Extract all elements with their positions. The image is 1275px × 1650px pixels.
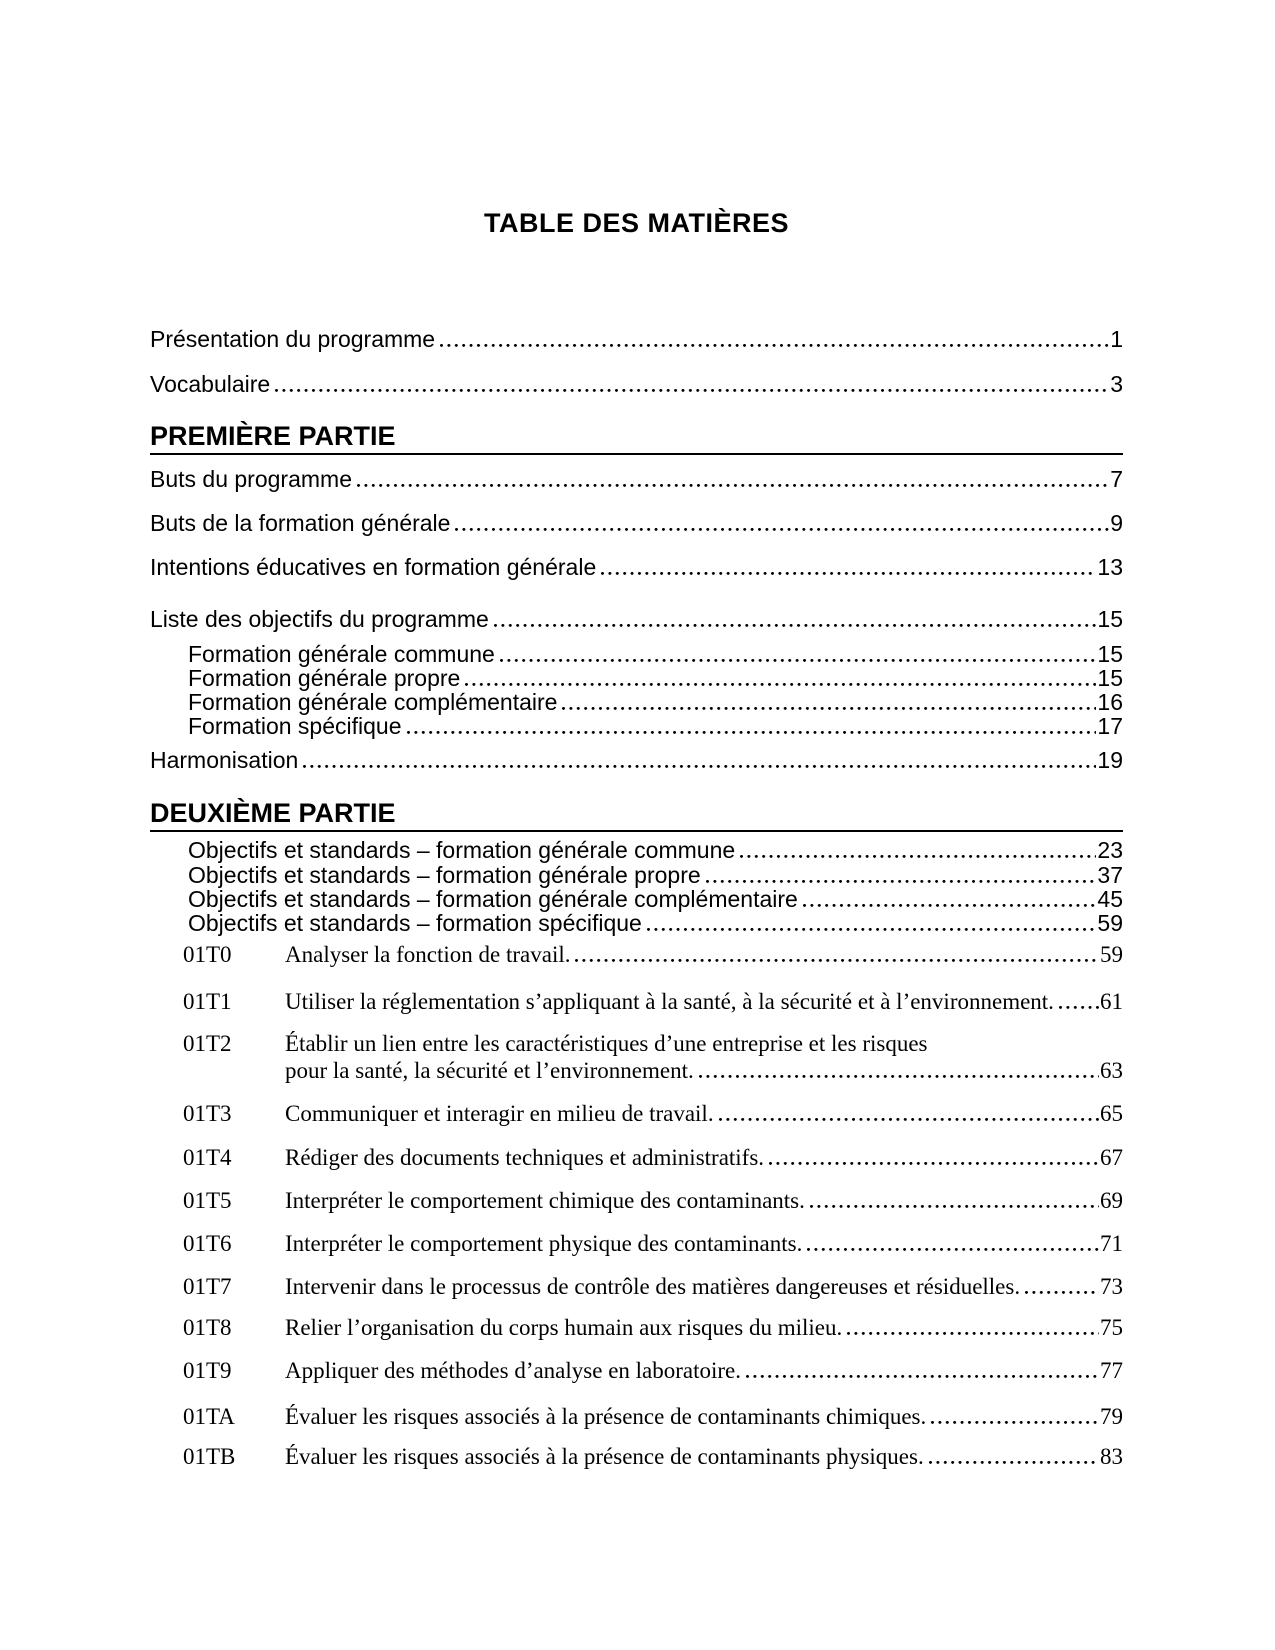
toc-entry-page: 15 [1097, 665, 1123, 691]
objective-label: Communiquer et interagir en milieu de travail. [285, 1101, 714, 1126]
toc-subentry [150, 911, 1123, 936]
section-heading-part2: DEUXIÈME PARTIE [150, 796, 1123, 832]
toc-entry-label: Formation générale propre [188, 665, 461, 691]
toc-entry-page: 16 [1097, 689, 1123, 715]
objective-entry [150, 1143, 1123, 1172]
objective-page: 69 [1100, 1188, 1123, 1213]
dot-leader [847, 1330, 1099, 1335]
toc-entry-label: Formation spécifique [188, 713, 402, 739]
objective-code: 01T4 [183, 1145, 232, 1170]
dot-leader [931, 1419, 1099, 1424]
dot-leader [807, 1246, 1099, 1251]
objective-page: 77 [1100, 1358, 1123, 1383]
toc-entry-label: Intentions éducatives en formation générale [150, 554, 597, 580]
toc-entry-page: 1 [1110, 326, 1123, 352]
objective-entry [150, 987, 1123, 1016]
dot-leader [719, 1116, 1099, 1121]
objective-label: Interpréter le comportement chimique des contaminants. [285, 1188, 805, 1213]
toc-entry-page: 15 [1097, 641, 1123, 667]
objective-page: 65 [1100, 1101, 1123, 1126]
toc-entry-page: 13 [1097, 554, 1123, 580]
section-heading-part1: PREMIÈRE PARTIE [150, 419, 1123, 455]
dot-leader [699, 1073, 1099, 1078]
toc-entry-label: Liste des objectifs du programme [150, 606, 489, 632]
objective-label: Évaluer les risques associés à la présence de contaminants physiques. [285, 1444, 924, 1469]
objective-code: 01T3 [183, 1101, 232, 1126]
objective-label: pour la santé, la sécurité et l’environnement. [285, 1058, 694, 1083]
toc-entry-label: Formation générale commune [188, 641, 495, 667]
toc-entry-page: 15 [1097, 606, 1123, 632]
dot-leader [601, 570, 1096, 575]
objective-label: Utiliser la réglementation s’appliquant à la santé, à la sécurité et à l’environnement. [285, 989, 1054, 1014]
dot-leader [455, 526, 1109, 531]
toc-entry [150, 370, 1123, 399]
toc-entry-page: 19 [1097, 747, 1123, 773]
objective-code: 01T6 [183, 1231, 232, 1256]
toc-entry-page: 45 [1097, 886, 1123, 912]
toc-subentry [150, 838, 1123, 863]
dot-leader [303, 763, 1096, 768]
toc-entry-page: 3 [1110, 371, 1123, 397]
toc-entry [150, 605, 1123, 634]
objective-code: 01T1 [183, 989, 232, 1014]
objective-entry [150, 1186, 1123, 1215]
objective-code: 01T7 [183, 1274, 232, 1299]
toc-entry-page: 7 [1110, 466, 1123, 492]
objective-label: Rédiger des documents techniques et administratifs. [285, 1145, 765, 1170]
objective-label: Analyser la fonction de travail. [285, 942, 571, 967]
objective-code: 01T5 [183, 1188, 232, 1213]
dot-leader [803, 902, 1097, 907]
objective-page: 79 [1100, 1404, 1123, 1429]
objective-page: 83 [1100, 1444, 1123, 1469]
objective-page: 67 [1100, 1145, 1123, 1170]
objective-label: Appliquer des méthodes d’analyse en laboratoire. [285, 1358, 742, 1383]
toc-entry-label: Objectifs et standards – formation générale propre [188, 862, 701, 888]
toc-entry-page: 9 [1110, 510, 1123, 536]
toc-subentry [150, 690, 1123, 715]
dot-leader [929, 1459, 1099, 1464]
dot-leader [440, 342, 1109, 347]
objective-label: Intervenir dans le processus de contrôle des matières dangereuses et résiduelles. [285, 1274, 1021, 1299]
objective-label: Interpréter le comportement physique des contaminants. [285, 1231, 803, 1256]
objective-code: 01TA [183, 1404, 235, 1429]
objective-entry [150, 1229, 1123, 1258]
dot-leader [575, 957, 1099, 962]
objective-label: Évaluer les risques associés à la présence de contaminants chimiques. [285, 1404, 927, 1429]
toc-entry-label: Buts de la formation générale [150, 510, 451, 536]
objective-code: 01T0 [183, 942, 232, 967]
dot-leader [494, 622, 1097, 627]
objective-entry [150, 1402, 1123, 1431]
objective-entry [150, 1272, 1123, 1301]
objective-code: 01T8 [183, 1315, 232, 1340]
toc-subentry [150, 666, 1123, 691]
objective-page: 73 [1100, 1274, 1123, 1299]
objective-entry [150, 1356, 1123, 1385]
objective-entry [150, 1029, 1123, 1058]
toc-entry-label: Harmonisation [150, 747, 299, 773]
toc-entry-label: Buts du programme [150, 466, 352, 492]
objective-entry [150, 940, 1123, 969]
toc-entry-label: Vocabulaire [150, 371, 271, 397]
objective-page: 59 [1100, 942, 1123, 967]
objective-page: 63 [1100, 1058, 1123, 1083]
dot-leader [746, 1373, 1099, 1378]
objective-page: 71 [1100, 1231, 1123, 1256]
objective-page: 75 [1100, 1315, 1123, 1340]
toc-subentry [150, 642, 1123, 667]
objective-code: 01T9 [183, 1358, 232, 1383]
toc-subentry [150, 887, 1123, 912]
toc-entry-label: Objectifs et standards – formation générale complémentaire [188, 886, 798, 912]
toc-entry-label: Objectifs et standards – formation générale commune [188, 837, 736, 863]
objective-code: 01T2 [183, 1031, 232, 1056]
toc-entry [150, 746, 1123, 775]
objective-entry-continuation [150, 1056, 1123, 1085]
toc-entry [150, 509, 1123, 538]
toc-subentry [150, 863, 1123, 888]
toc-subentry [150, 714, 1123, 739]
objective-entry [150, 1442, 1123, 1471]
toc-entry [150, 465, 1123, 494]
toc-entry [150, 553, 1123, 582]
objective-entry [150, 1313, 1123, 1342]
dot-leader [1059, 1004, 1099, 1009]
objective-code: 01TB [183, 1444, 236, 1469]
objective-entry [150, 1099, 1123, 1128]
objective-page: 61 [1100, 989, 1123, 1014]
toc-entry-page: 23 [1097, 837, 1123, 863]
dot-leader [275, 387, 1109, 392]
dot-leader [465, 681, 1096, 686]
toc-entry-label: Présentation du programme [150, 326, 436, 352]
dot-leader [407, 729, 1097, 734]
page-title: TABLE DES MATIÈRES [483, 208, 789, 238]
objective-label: Établir un lien entre les caractéristiques d’une entreprise et les risques [285, 1031, 928, 1056]
dot-leader [740, 853, 1096, 858]
dot-leader [1025, 1289, 1099, 1294]
dot-leader [769, 1160, 1099, 1165]
toc-entry-page: 17 [1097, 713, 1123, 739]
dot-leader [562, 705, 1096, 710]
toc-entry-label: Formation générale complémentaire [188, 689, 558, 715]
toc-entry-page: 59 [1097, 910, 1123, 936]
toc-entry-label: Objectifs et standards – formation spécifique [188, 910, 642, 936]
objective-label: Relier l’organisation du corps humain aux risques du milieu. [285, 1315, 843, 1340]
toc-entry [150, 325, 1123, 354]
dot-leader [500, 657, 1097, 662]
toc-content [150, 0, 1123, 1650]
dot-leader [706, 878, 1097, 883]
dot-leader [357, 482, 1109, 487]
dot-leader [647, 926, 1097, 931]
dot-leader [810, 1203, 1099, 1208]
toc-entry-page: 37 [1097, 862, 1123, 888]
